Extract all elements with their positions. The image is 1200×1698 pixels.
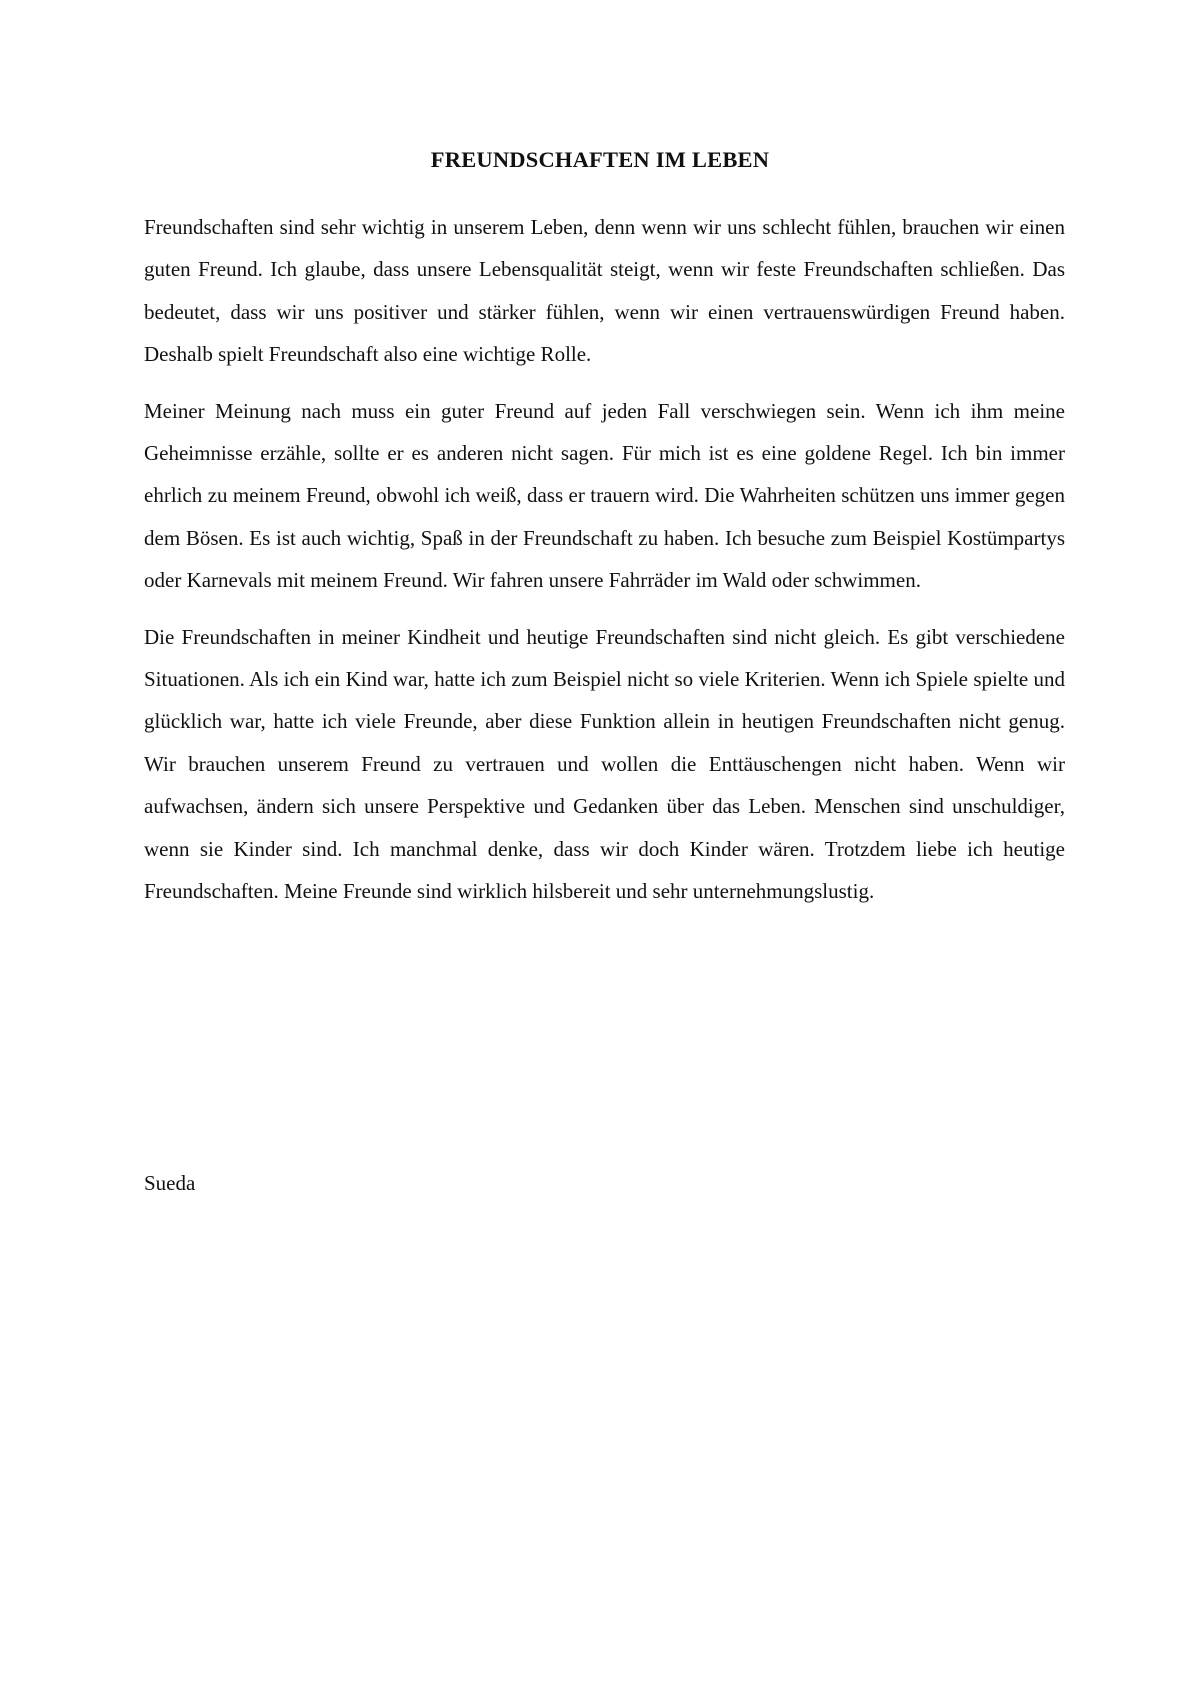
- document-title: FREUNDSCHAFTEN IM LEBEN: [430, 147, 770, 172]
- document-body: [144, 206, 1065, 927]
- author-signature: Sueda: [144, 1171, 196, 1195]
- paragraph-1: Freundschaften sind sehr wichtig in unserem Leben, denn wenn wir uns schlecht fühlen, brauchen wir einen guten Freund. Ich glaube, dass unsere Lebensqualität steigt, wenn wir feste Freundschaften schließen. Das bedeutet, dass wir uns positiver und stärker fühlen, wenn wir einen vertrauenswürdigen Freund haben. Deshalb spielt Freundschaft also eine wichtige Rolle.: [144, 215, 1065, 367]
- paragraph-2: Meiner Meinung nach muss ein guter Freund auf jeden Fall verschwiegen sein. Wenn ich ihm meine Geheimnisse erzähle, sollte er es anderen nicht sagen. Für mich ist es eine goldene Regel. Ich bin immer ehrlich zu meinem Freund, obwohl ich weiß, dass er trauern wird. Die Wahrheiten schützen uns immer gegen dem Bösen. Es ist auch wichtig, Spaß in der Freundschaft zu haben. Ich besuche zum Beispiel Kostümpartys oder Karnevals mit meinem Freund. Wir fahren unsere Fahrräder im Wald oder schwimmen.: [144, 398, 1065, 593]
- paragraph-3: Die Freundschaften in meiner Kindheit und heutige Freundschaften sind nicht gleich. Es gibt verschiedene Situationen. Als ich ein Kind war, hatte ich zum Beispiel nicht so viele Kriterien. Wenn ich Spiele spielte und glücklich war, hatte ich viele Freunde, aber diese Funktion allein in heutigen Freundschaften nicht genug. Wir brauchen unserem Freund zu vertrauen und wollen die Enttäuschengen nicht haben. Wenn wir aufwachsen, ändern sich unsere Perspektive und Gedanken über das Leben. Menschen sind unschuldiger, wenn sie Kinder sind. Ich manchmal denke, dass wir doch Kinder wären. Trotzdem liebe ich heutige Freundschaften. Meine Freunde sind wirklich hilsbereit und sehr unternehmungslustig.: [144, 624, 1065, 904]
